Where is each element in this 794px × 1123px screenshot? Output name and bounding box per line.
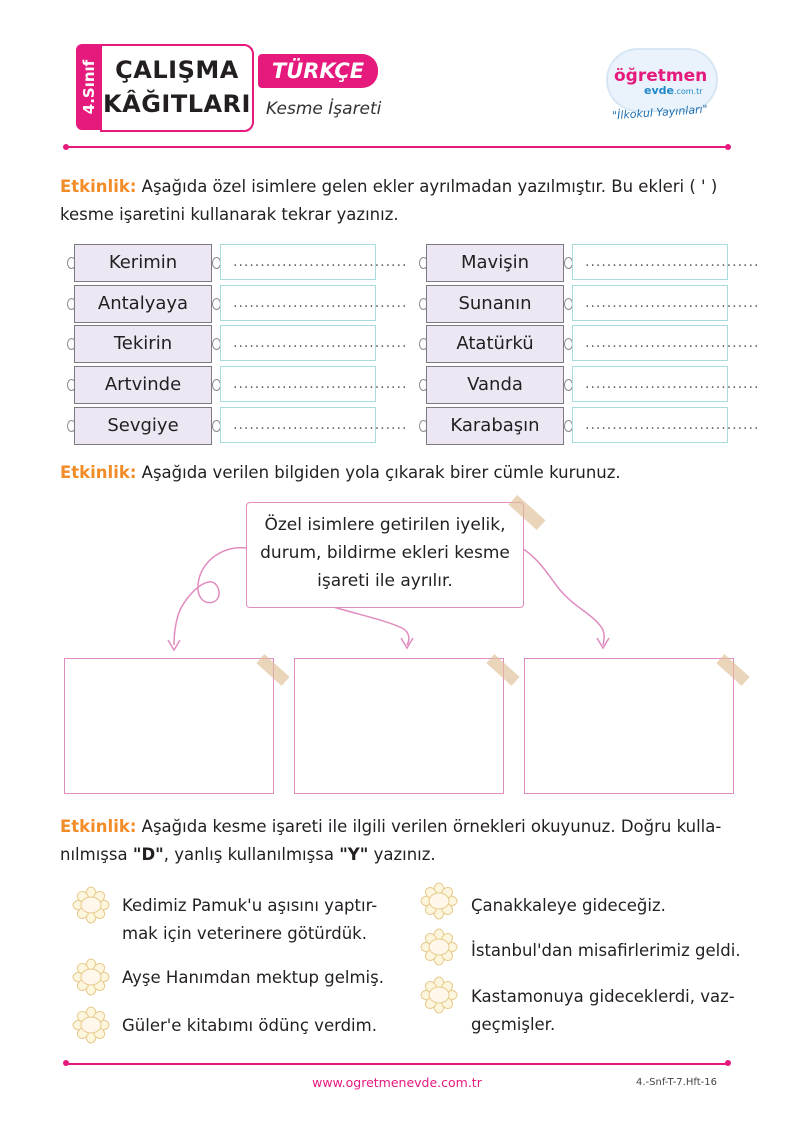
statement-line: mak için veterinere götürdük. bbox=[122, 924, 367, 943]
divider-dot-left bbox=[63, 1060, 69, 1066]
answer-field[interactable]: ................................ bbox=[220, 325, 376, 361]
divider-dot-right bbox=[725, 144, 731, 150]
divider-dot-right bbox=[725, 1060, 731, 1066]
logo-tagline: "İlkokul Yayınları" bbox=[611, 102, 709, 123]
word-card: Sunanın bbox=[426, 285, 564, 323]
activity2-text: Aşağıda verilen bilgiden yola çıkarak birer cümle kurunuz. bbox=[141, 463, 621, 482]
logo-evde: evde bbox=[644, 84, 674, 97]
activity3-instruction bbox=[60, 813, 730, 869]
title-line-1: ÇALIŞMA bbox=[115, 56, 239, 84]
answer-field[interactable]: ................................ bbox=[220, 285, 376, 321]
statement-line: Kastamonuya gideceklerdi, vaz- bbox=[471, 987, 735, 1006]
flower-icon[interactable] bbox=[72, 1006, 110, 1044]
mark-d: "D" bbox=[132, 845, 164, 864]
divider-dot-left bbox=[63, 144, 69, 150]
activity3-text-1: Aşağıda kesme işareti ile ilgili verilen örnekleri okuyunuz. Doğru kulla- bbox=[141, 817, 722, 836]
word-card: Vanda bbox=[426, 366, 564, 404]
statement-line: Kedimiz Pamuk'u aşısını yaptır- bbox=[122, 896, 378, 915]
publisher-logo bbox=[606, 50, 722, 128]
answer-field[interactable]: ................................ bbox=[572, 407, 728, 443]
statement-right-2: İstanbul'dan misafirlerimiz geldi. bbox=[471, 941, 741, 960]
answer-field[interactable]: ................................ bbox=[220, 244, 376, 280]
grade-tab bbox=[76, 44, 102, 130]
topic-label: Kesme İşareti bbox=[266, 99, 382, 119]
info-line-2: durum, bildirme ekleri kesme bbox=[260, 543, 510, 563]
word-card: Sevgiye bbox=[74, 407, 212, 445]
footer-url[interactable]: www.ogretmenevde.com.tr bbox=[312, 1075, 482, 1090]
logo-main-text: öğretmen bbox=[614, 66, 708, 86]
mark-y: "Y" bbox=[339, 845, 369, 864]
word-card: Kerimin bbox=[74, 244, 212, 282]
activity-label: Etkinlik: bbox=[60, 463, 137, 482]
activity-label: Etkinlik: bbox=[60, 177, 137, 196]
statement-right-1: Çanakkaleye gideceğiz. bbox=[471, 896, 666, 915]
activity3-text-2b: , yanlış kullanılmışsa bbox=[163, 845, 340, 864]
arrow-left bbox=[174, 548, 246, 645]
logo-sub-text bbox=[644, 84, 703, 97]
word-card: Tekirin bbox=[74, 325, 212, 363]
header-divider bbox=[66, 146, 728, 148]
footer-code: 4.-Snf-T-7.Hft-16 bbox=[636, 1077, 717, 1088]
answer-field[interactable]: ................................ bbox=[572, 244, 728, 280]
statement-left-1 bbox=[122, 892, 377, 948]
sentence-box-3[interactable] bbox=[524, 658, 734, 794]
info-text bbox=[247, 511, 523, 595]
answer-field[interactable]: ................................ bbox=[572, 285, 728, 321]
logo-domain: .com.tr bbox=[673, 87, 703, 96]
flower-icon[interactable] bbox=[420, 928, 458, 966]
statement-left-3: Güler'e kitabımı ödünç verdim. bbox=[122, 1016, 377, 1035]
flower-icon[interactable] bbox=[72, 886, 110, 924]
answer-field[interactable]: ................................ bbox=[220, 366, 376, 402]
activity1-instruction bbox=[60, 173, 730, 229]
flower-icon[interactable] bbox=[72, 958, 110, 996]
arrow-middle bbox=[330, 606, 409, 645]
title-line-2: KÂĞITLARI bbox=[103, 90, 251, 118]
info-line-3: işareti ile ayrılır. bbox=[317, 571, 453, 591]
footer-divider bbox=[66, 1063, 728, 1065]
word-card: Artvinde bbox=[74, 366, 212, 404]
activity1-text-1: Aşağıda özel isimlere gelen ekler ayrılmadan yazılmıştır. Bu ekleri ( ' ) bbox=[141, 177, 718, 196]
activity1-text-2: kesme işaretini kullanarak tekrar yazınız. bbox=[60, 205, 399, 224]
activity2-instruction bbox=[60, 459, 730, 487]
flower-icon[interactable] bbox=[420, 882, 458, 920]
statement-line: geçmişler. bbox=[471, 1015, 556, 1034]
activity3-text-2c: yazınız. bbox=[368, 845, 436, 864]
grade-label: 4.Sınıf bbox=[80, 59, 98, 115]
activity-label: Etkinlik: bbox=[60, 817, 137, 836]
word-card: Atatürkü bbox=[426, 325, 564, 363]
statement-left-2: Ayşe Hanımdan mektup gelmiş. bbox=[122, 968, 384, 987]
arrow-right bbox=[522, 548, 604, 645]
info-box bbox=[246, 502, 524, 608]
answer-field[interactable]: ................................ bbox=[220, 407, 376, 443]
arrowhead-middle bbox=[401, 638, 413, 648]
sentence-box-2[interactable] bbox=[294, 658, 504, 794]
answer-field[interactable]: ................................ bbox=[572, 366, 728, 402]
word-card: Antalyaya bbox=[74, 285, 212, 323]
info-line-1: Özel isimlere getirilen iyelik, bbox=[264, 515, 506, 535]
sentence-box-1[interactable] bbox=[64, 658, 274, 794]
answer-field[interactable]: ................................ bbox=[572, 325, 728, 361]
statement-right-3 bbox=[471, 983, 735, 1039]
subject-tab: TÜRKÇE bbox=[258, 54, 378, 88]
word-card: Karabaşın bbox=[426, 407, 564, 445]
title-box bbox=[100, 44, 254, 132]
word-card: Mavişin bbox=[426, 244, 564, 282]
flower-icon[interactable] bbox=[420, 976, 458, 1014]
activity3-text-2a: nılmışsa bbox=[60, 845, 133, 864]
